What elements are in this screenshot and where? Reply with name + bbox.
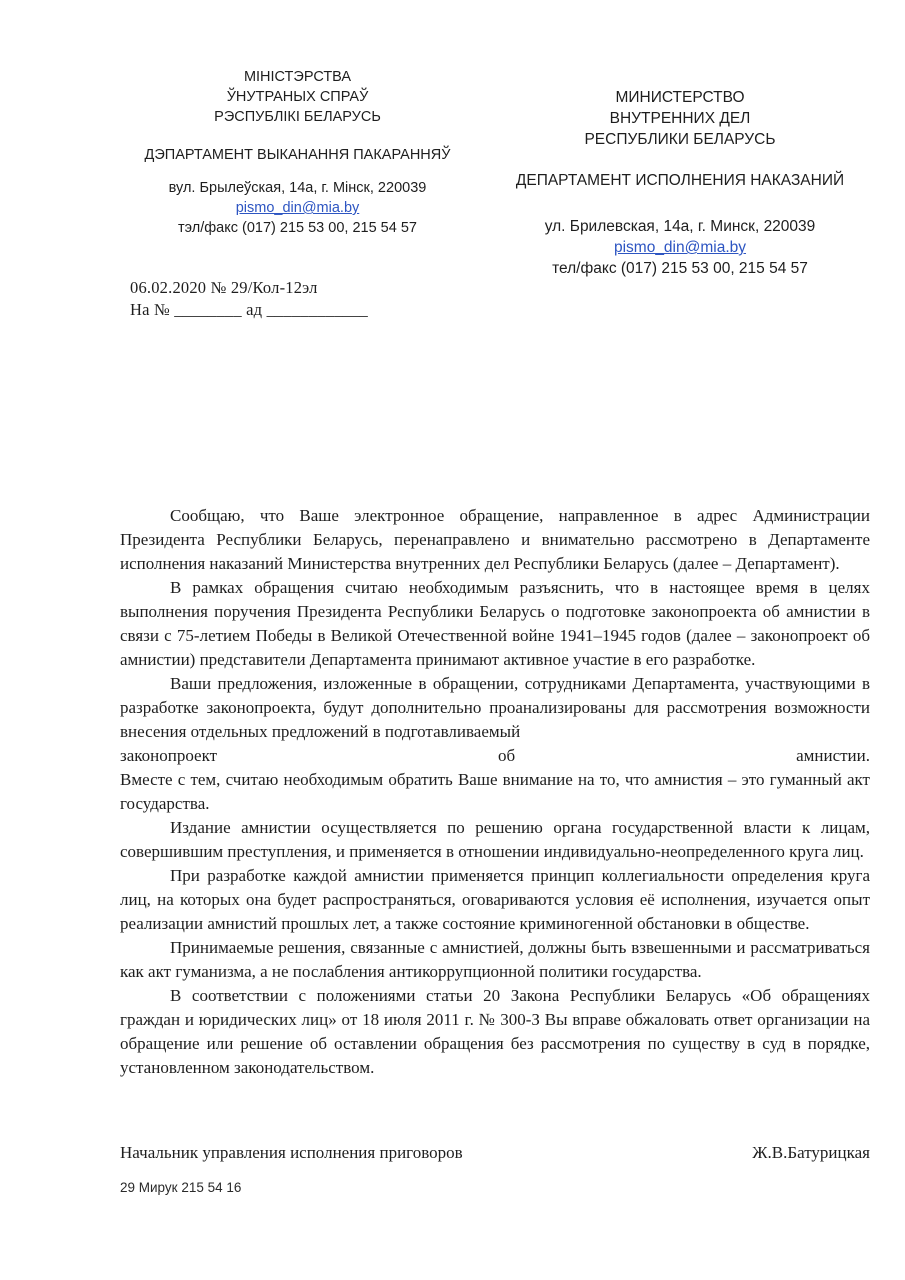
outgoing-date-number: 06.02.2020 № 29/Кол-12эл <box>130 278 318 297</box>
org-name-line: МІНІСТЭРСТВА <box>243 69 352 85</box>
reference-block <box>130 277 368 321</box>
org-name-line: РЕСПУБЛИКИ БЕЛАРУСЬ <box>584 131 776 148</box>
reply-reference-line: На № ________ ад ____________ <box>130 300 369 319</box>
justified-spread-line: законопроект об амнистии. <box>120 746 870 765</box>
postal-address: ул. Брилевская, 14а, г. Минск, 220039 <box>544 218 816 235</box>
paragraph: Вместе с тем, считаю необходимым обратить Ваше внимание на то, что амнистия – это гуманный акт государства. <box>120 770 870 813</box>
paragraph: В рамках обращения считаю необходимым разъяснить, что в настоящее время в целях выполнения поручения Президента Республики Беларусь о подготовке законопроекта об амнистии в связи с 75-летием Победы в Великой Отечественной войне 1941–1945 годов (далее – законопроект об амнистии) представители Департамента принимают активное участие в его разработке. <box>120 578 870 669</box>
phone-fax-line: тэл/факс (017) 215 53 00, 215 54 57 <box>178 220 417 236</box>
org-name-line: ВНУТРЕННИХ ДЕЛ <box>609 110 751 127</box>
postal-address: вул. Брылеўская, 14а, г. Мінск, 220039 <box>168 180 427 196</box>
org-name-line: МИНИСТЕРСТВО <box>615 89 745 106</box>
paragraph: Сообщаю, что Ваше электронное обращение, направленное в адрес Администрации Президента Республики Беларусь, перенаправлено и внимательно рассмотрено в Департаменте исполнения наказаний Министерства внутренних дел Республики Беларусь (далее – Департамент). <box>120 506 870 573</box>
org-name-line: РЭСПУБЛІКІ БЕЛАРУСЬ <box>214 109 381 125</box>
paragraph: При разработке каждой амнистии применяется принцип коллегиальности определения круга лиц, на которых она будет распространяться, оговариваются условия её исполнения, изучается опыт реализации амнистий прошлых лет, а также состояние криминогенной обстановки в обществе. <box>120 866 870 933</box>
contact-block <box>100 178 495 238</box>
paragraph: В соответствии с положениями статьи 20 Закона Республики Беларусь «Об обращениях граждан и юридических лиц» от 18 июля 2011 г. № 300-З Вы вправе обжаловать ответ организации на обращение или решение об оставлении обращения без рассмотрения по существу в суд в порядке, установленном законодательством. <box>120 986 870 1077</box>
contact-block <box>485 216 875 279</box>
executor-note: 29 Мирук 215 54 16 <box>120 1180 242 1195</box>
letterhead-russian <box>485 87 875 279</box>
email-link[interactable]: pismo_din@mia.by <box>235 200 360 216</box>
paragraph: Издание амнистии осуществляется по решению органа государственной власти к лицам, совершившим преступления, и применяется в отношении индивидуально-неопределенного круга лиц. <box>120 818 870 861</box>
phone-fax-line: тел/факс (017) 215 53 00, 215 54 57 <box>552 260 808 277</box>
paragraph: Ваши предложения, изложенные в обращении, сотрудниками Департамента, участвующими в разработке законопроекта, будут дополнительно проанализированы для рассмотрения возможности внесения отдельных предложений в подготавливаемый <box>120 674 870 741</box>
letterhead-belarusian <box>100 67 495 238</box>
signature-row <box>120 1142 870 1164</box>
email-link[interactable]: pismo_din@mia.by <box>613 239 747 256</box>
letter-body <box>120 504 870 1080</box>
org-name-line: ЎНУТРАНЫХ СПРАЎ <box>226 89 369 105</box>
signer-name: Ж.В.Батурицкая <box>752 1143 870 1162</box>
signer-position: Начальник управления исполнения приговоров <box>120 1143 463 1162</box>
paragraph: Принимаемые решения, связанные с амнистией, должны быть взвешенными и рассматриваться как акт гуманизма, а не послабления антикоррупционной политики государства. <box>120 938 870 981</box>
department-name: ДЭПАРТАМЕНТ ВЫКАНАННЯ ПАКАРАННЯЎ <box>144 147 451 163</box>
department-name: ДЕПАРТАМЕНТ ИСПОЛНЕНИЯ НАКАЗАНИЙ <box>515 172 845 189</box>
